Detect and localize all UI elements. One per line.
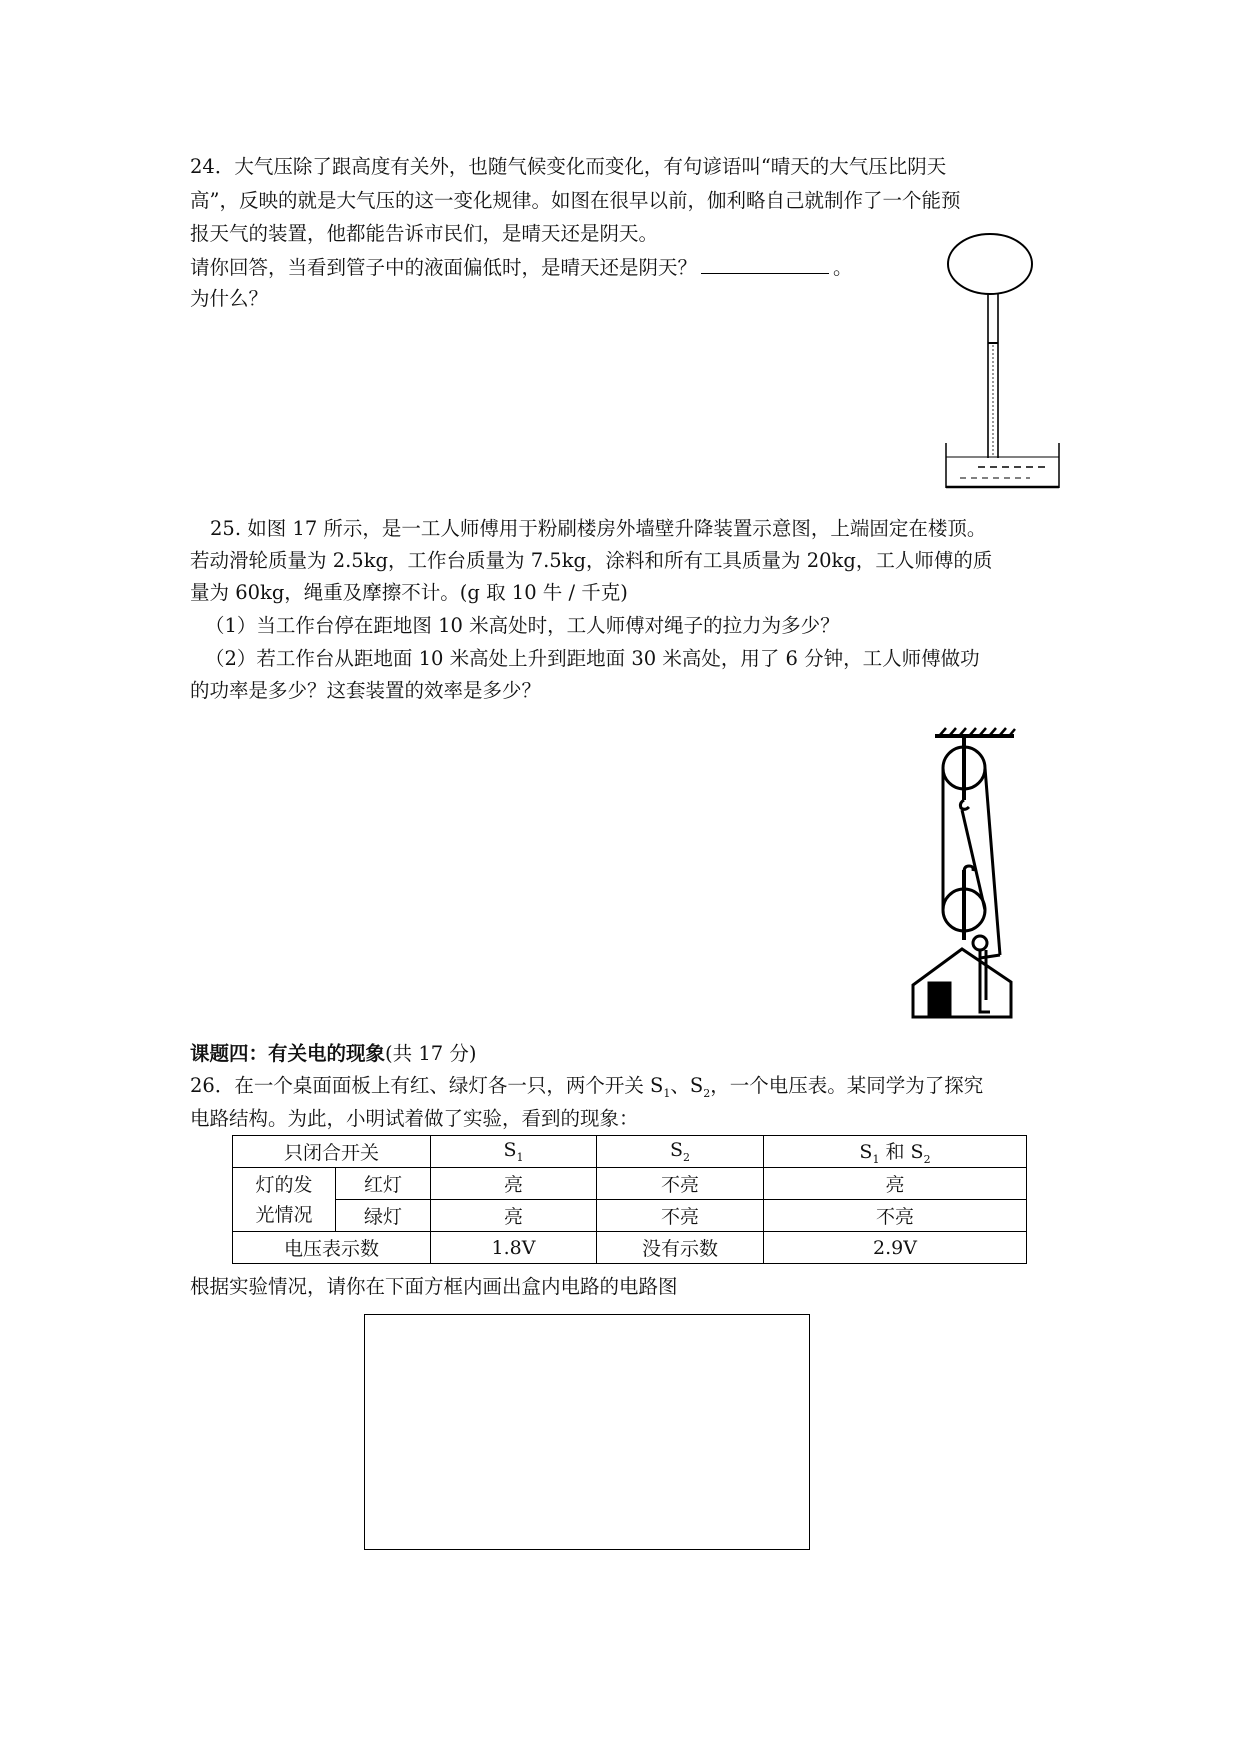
barometer-figure <box>946 234 1059 488</box>
cell: 亮 <box>431 1200 597 1232</box>
q25-line-3: 量为 60kg，绳重及摩擦不计。(g 取 10 牛 / 千克) <box>190 581 628 604</box>
cell: 2.9V <box>764 1232 1027 1264</box>
q26-line-1 <box>190 1074 983 1106</box>
section-score: (共 17 分) <box>385 1042 477 1065</box>
q24-why: 为什么？ <box>190 287 269 310</box>
header-cell: 只闭合开关 <box>233 1136 431 1168</box>
q26-line-2: 电路结构。为此，小明试着做了实验，看到的现象： <box>190 1107 639 1130</box>
circuit-drawing-box[interactable] <box>364 1314 810 1550</box>
q25-line-1: 25. 如图 17 所示，是一工人师傅用于粉刷楼房外墙壁升降装置示意图，上端固定在楼顶。 <box>210 517 987 540</box>
q26-text-b: 、S <box>670 1074 704 1097</box>
header-s1: $S_1$ <box>431 1136 597 1168</box>
q26-instruction: 根据实验情况，请你在下面方框内画出盒内电路的电路图 <box>190 1275 678 1298</box>
table-row <box>233 1168 1027 1200</box>
cell: 1.8V <box>431 1232 597 1264</box>
cell: 亮 <box>431 1168 597 1200</box>
q24-line-2: 高”，反映的就是大气压的这一变化规律。如图在很早以前，伽利略自己就制作了一个能预 <box>190 189 961 212</box>
group-label: 灯的发 光情况 <box>233 1168 336 1232</box>
q25-part-1: （1）当工作台停在距地图 10 米高处时，工人师傅对绳子的拉力为多少？ <box>205 614 840 637</box>
subscript: 2 <box>703 1086 711 1100</box>
row-label-red: 红灯 <box>336 1168 431 1200</box>
pulley-figure <box>913 728 1015 1017</box>
q24-question-text: 请你回答，当看到管子中的液面偏低时，是晴天还是阴天？ <box>190 256 698 279</box>
q25-line-6: 的功率是多少？这套装置的效率是多少？ <box>190 679 542 702</box>
cell: 不亮 <box>764 1200 1027 1232</box>
row-label-voltmeter: 电压表示数 <box>233 1232 431 1264</box>
q24-question-end: 。 <box>833 256 853 279</box>
q25-line-2: 若动滑轮质量为 2.5kg，工作台质量为 7.5kg，涂料和所有工具质量为 20kg，工人师傅的质 <box>190 549 993 572</box>
cell: 没有示数 <box>597 1232 764 1264</box>
header-s2: $S_2$ <box>597 1136 764 1168</box>
q24-line-3: 报天气的装置，他都能告诉市民们，是晴天还是阴天。 <box>190 222 659 245</box>
q26-text-c: ，一个电压表。某同学为了探究 <box>710 1074 984 1097</box>
row-label-green: 绿灯 <box>336 1200 431 1232</box>
observation-table <box>232 1135 1027 1264</box>
table-row <box>233 1232 1027 1264</box>
section-heading <box>190 1042 476 1066</box>
section-title: 课题四：有关电的现象 <box>190 1042 386 1065</box>
header-s1-s2: $S_1$ 和 $S_2$ <box>764 1136 1027 1168</box>
q25-part-2: （2）若工作台从距地面 10 米高处上升到距地面 30 米高处，用了 6 分钟，工人师傅做功 <box>205 647 980 670</box>
cell: 不亮 <box>597 1200 764 1232</box>
subscript: 1 <box>663 1086 671 1100</box>
cell: 亮 <box>764 1168 1027 1200</box>
table-row <box>233 1200 1027 1232</box>
q24-line-1: 24．大气压除了跟高度有关外，也随气候变化而变化，有句谚语叫“晴天的大气压比阴天 <box>190 155 947 178</box>
q26-text-a: 26．在一个桌面面板上有红、绿灯各一只，两个开关 S <box>190 1074 664 1097</box>
table-row <box>233 1136 1027 1168</box>
cell: 不亮 <box>597 1168 764 1200</box>
